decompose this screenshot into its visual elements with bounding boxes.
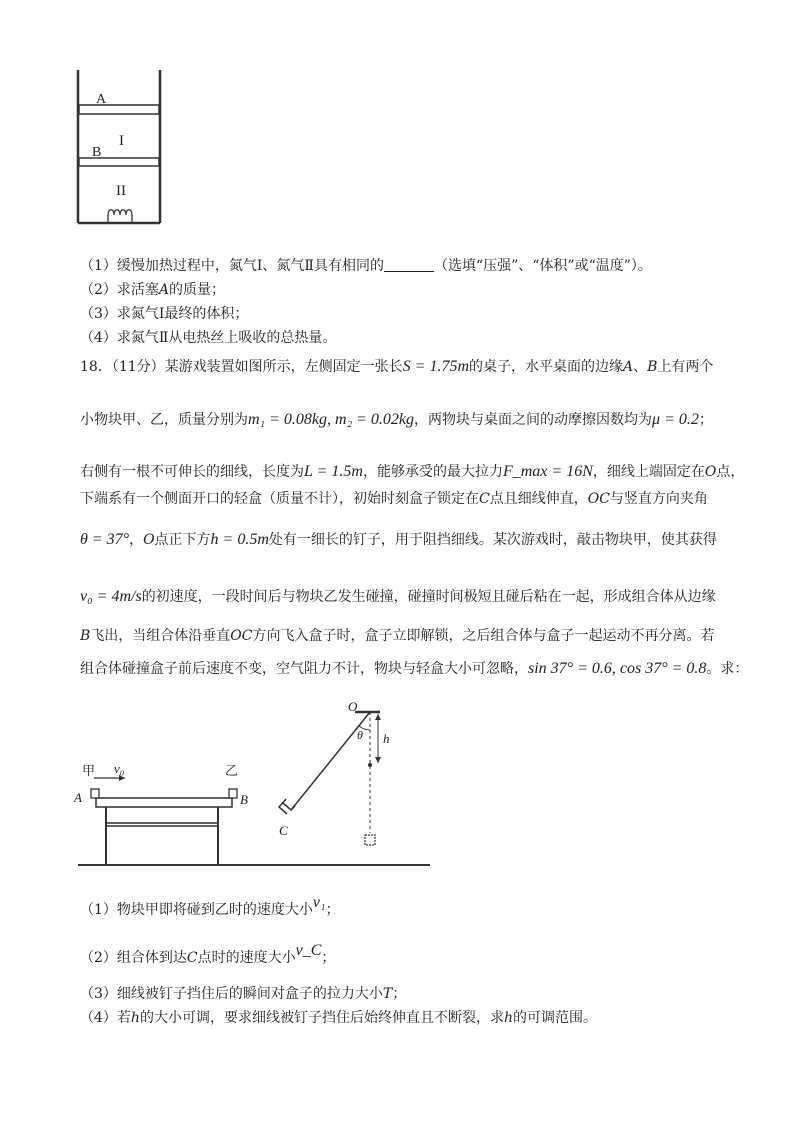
heating-coil (108, 210, 132, 223)
piston-b (79, 158, 159, 166)
label-yi: 乙 (225, 763, 239, 778)
cylinder-figure (60, 60, 200, 235)
label-a: A (96, 92, 107, 107)
label-gas-2: II (116, 183, 126, 199)
nail (368, 763, 372, 767)
q17-sub2: （2）求活塞A的质量； (80, 282, 226, 298)
q18-sub3: （3）细线被钉子挡住后的瞬间对盒子的拉力大小T； (80, 986, 407, 1002)
q18-sub2: （2）组合体到达C点时的速度大小v_C； (80, 942, 336, 966)
q18-line4: 下端系有一个侧面开口的轻盒（质量不计），初始时刻盒子锁定在C点且细线伸直，OC与竖直方向夹角 (80, 491, 708, 507)
game-device-figure (70, 695, 440, 890)
q18-sub1: （1）物块甲即将碰到乙时的速度大小v₁； (80, 894, 340, 918)
box-at-c (279, 799, 295, 814)
string-oc (291, 712, 370, 810)
q18-line1: 18．（11分）某游戏装置如图所示，左侧固定一张长S = 1.75m的桌子，水平桌面的边缘A、B上有两个 (80, 358, 714, 375)
q18-line5: θ = 37°，O点正下方h = 0.5m处有一细长的钉子，用于阻挡细线。某次游戏时，敲击物块甲，使其获得 (80, 531, 717, 548)
label-b: B (92, 145, 102, 160)
blank-line (384, 257, 434, 272)
q18-line8: 组合体碰撞盒子前后速度不变，空气阻力不计，物块与轻盒大小可忽略，sin 37° = 0.6, cos 37° = 0.8。求： (80, 660, 749, 677)
block-jia (91, 789, 99, 798)
table (96, 798, 232, 865)
label-b: B (240, 792, 248, 807)
label-gas-1: I (119, 133, 124, 149)
label-theta: θ (357, 728, 363, 742)
label-v0: v₀ (114, 761, 125, 776)
q18-line3: 右侧有一根不可伸长的细线，长度为L = 1.5m，能够承受的最大拉力F_max = 16N，细线上端固定在O点， (80, 463, 745, 480)
label-c: C (279, 823, 288, 838)
label-h: h (383, 731, 390, 746)
piston-a (79, 105, 159, 114)
label-jia: 甲 (82, 763, 96, 778)
q18-sub4: （4）若h的大小可调，要求细线被钉子挡住后始终伸直且不断裂，求h的可调范围。 (80, 1010, 597, 1026)
q17-sub4: （4）求氮气Ⅱ从电热丝上吸收的总热量。 (80, 330, 337, 346)
q17-sub3: （3）求氮气Ⅰ最终的体积； (80, 306, 249, 322)
label-o: O (348, 699, 358, 714)
label-a: A (74, 790, 82, 805)
q17-sub1: （1）缓慢加热过程中，氮气Ⅰ、氮气Ⅱ具有相同的 （选填“压强”、“体积”或“温度”）。 (80, 258, 652, 274)
q18-line7: B飞出，当组合体沿垂直OC方向飞入盒子时，盒子立即解锁，之后组合体与盒子一起运动不再分离。若 (80, 628, 715, 644)
block-yi (229, 789, 237, 798)
box-bottom (365, 835, 375, 845)
q18-line6: v₀ = 4m/s的初速度，一段时间后与物块乙发生碰撞，碰撞时间极短且碰后粘在一起，形成组合体从边缘 (80, 588, 716, 605)
q18-line2: 小物块甲、乙，质量分别为m₁ = 0.08kg, m₂ = 0.02kg，两物块与桌面之间的动摩擦因数均为μ = 0.2； (80, 411, 713, 428)
